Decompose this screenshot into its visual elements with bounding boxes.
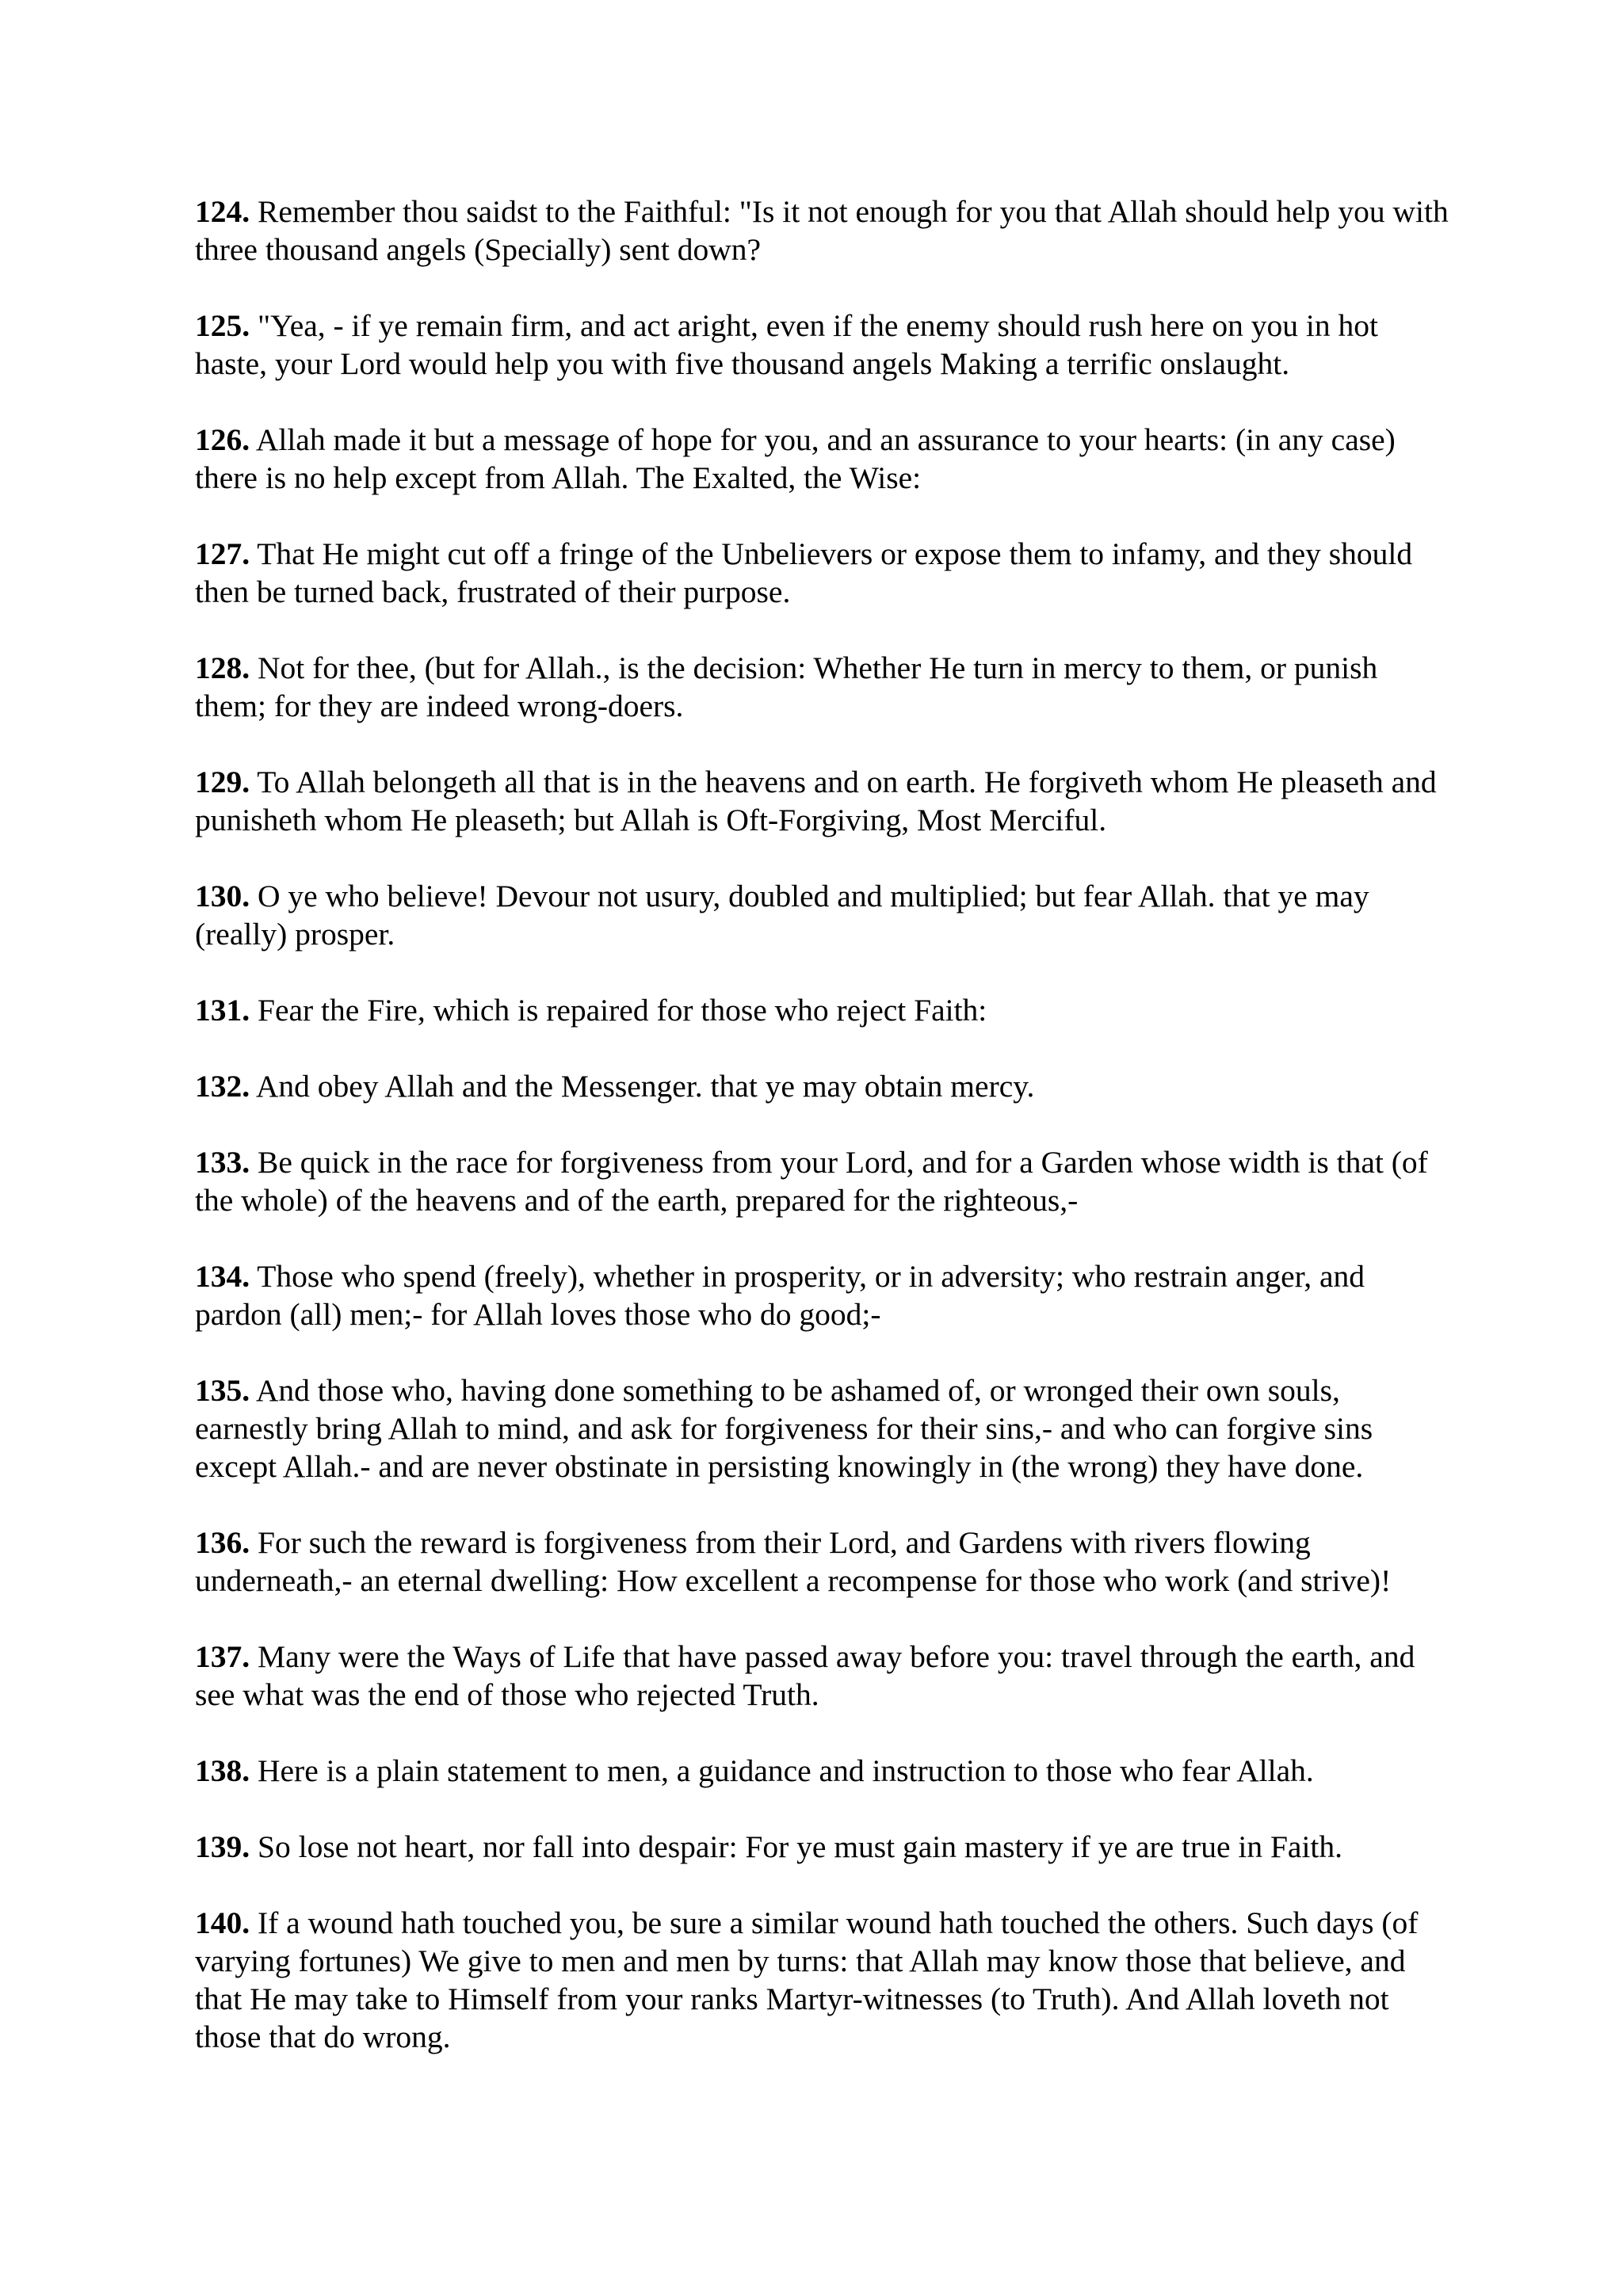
verse-126	[195, 421, 1455, 497]
verse-text: Allah made it but a message of hope for you, and an assurance to your hearts: (in any case) there is no help except from Allah. The Exalted, the Wise:	[195, 422, 1396, 495]
verse-134	[195, 1257, 1455, 1333]
verse-text: That He might cut off a fringe of the Unbelievers or expose them to infamy, and they should then be turned back, frustrated of their purpose.	[195, 536, 1413, 609]
verse-text: And those who, having done something to be ashamed of, or wronged their own souls, earnestly bring Allah to mind, and ask for forgiveness for their sins,- and who can forgive sins except Allah.- and are never obstinate in persisting knowingly in (the wrong) they have done.	[195, 1373, 1373, 1484]
verse-text: If a wound hath touched you, be sure a similar wound hath touched the others. Such days (of varying fortunes) We give to men and men by turns: that Allah may know those that believe, and that He may take to Himself from your ranks Martyr-witnesses (to Truth). And Allah loveth not those that do wrong.	[195, 1905, 1419, 2054]
verse-135	[195, 1371, 1455, 1486]
verse-129	[195, 763, 1455, 839]
verse-number: 130.	[195, 879, 250, 913]
verse-number: 132.	[195, 1069, 250, 1104]
verse-number: 131.	[195, 993, 250, 1028]
verse-text: "Yea, - if ye remain firm, and act aright, even if the enemy should rush here on you in hot haste, your Lord would help you with five thousand angels Making a terrific onslaught.	[195, 308, 1378, 381]
verse-text: Many were the Ways of Life that have passed away before you: travel through the earth, and see what was the end of those who rejected Truth.	[195, 1639, 1415, 1712]
verse-127	[195, 535, 1455, 611]
verse-number: 125.	[195, 308, 250, 343]
verse-125	[195, 307, 1455, 383]
document-page	[195, 193, 1455, 2094]
verse-text: Be quick in the race for forgiveness from your Lord, and for a Garden whose width is that (of the whole) of the heavens and of the earth, prepared for the righteous,-	[195, 1145, 1428, 1218]
verse-number: 138.	[195, 1753, 250, 1788]
verse-number: 134.	[195, 1259, 250, 1294]
verse-number: 135.	[195, 1373, 250, 1408]
verse-140	[195, 1904, 1455, 2056]
verse-text: Here is a plain statement to men, a guidance and instruction to those who fear Allah.	[258, 1753, 1314, 1788]
verse-number: 139.	[195, 1829, 250, 1864]
verse-number: 128.	[195, 650, 250, 685]
verse-text: Remember thou saidst to the Faithful: "Is it not enough for you that Allah should help you with three thousand angels (Specially) sent down?	[195, 194, 1449, 267]
verse-133	[195, 1143, 1455, 1219]
verse-138	[195, 1752, 1455, 1790]
verse-text: O ye who believe! Devour not usury, doubled and multiplied; but fear Allah. that ye may (really) prosper.	[195, 879, 1369, 952]
verse-number: 137.	[195, 1639, 250, 1674]
verse-text: Not for thee, (but for Allah., is the decision: Whether He turn in mercy to them, or punish them; for they are indeed wrong-doers.	[195, 650, 1378, 723]
verse-131	[195, 991, 1455, 1029]
verse-number: 126.	[195, 422, 250, 457]
verse-139	[195, 1828, 1455, 1866]
verse-text: For such the reward is forgiveness from their Lord, and Gardens with rivers flowing underneath,- an eternal dwelling: How excellent a recompense for those who work (and strive)!	[195, 1525, 1392, 1598]
verse-number: 124.	[195, 194, 250, 229]
verse-number: 127.	[195, 536, 250, 571]
verse-130	[195, 877, 1455, 953]
verse-number: 129.	[195, 765, 250, 799]
verse-text: So lose not heart, nor fall into despair: For ye must gain mastery if ye are true in Faith.	[258, 1829, 1343, 1864]
verse-text: Those who spend (freely), whether in prosperity, or in adversity; who restrain anger, and pardon (all) men;- for Allah loves those who do good;-	[195, 1259, 1365, 1332]
verse-132	[195, 1067, 1455, 1105]
verse-text: To Allah belongeth all that is in the heavens and on earth. He forgiveth whom He pleaseth and punisheth whom He pleaseth; but Allah is Oft-Forgiving, Most Merciful.	[195, 765, 1437, 837]
verse-128	[195, 649, 1455, 725]
verse-number: 136.	[195, 1525, 250, 1560]
verse-136	[195, 1524, 1455, 1600]
verse-number: 140.	[195, 1905, 250, 1940]
verse-text: And obey Allah and the Messenger. that ye may obtain mercy.	[255, 1069, 1035, 1104]
verse-137	[195, 1638, 1455, 1714]
verse-124	[195, 193, 1455, 269]
verse-number: 133.	[195, 1145, 250, 1180]
verse-text: Fear the Fire, which is repaired for those who reject Faith:	[258, 993, 987, 1028]
